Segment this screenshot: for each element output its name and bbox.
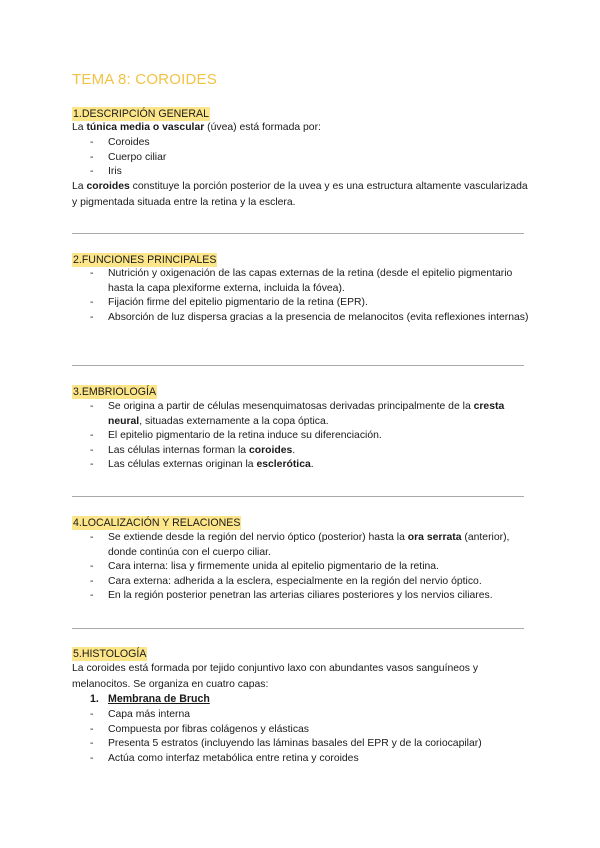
list-item: - Las células internas forman la coroides. [90, 444, 296, 456]
section-divider [72, 233, 524, 234]
section-heading-funciones: 2.FUNCIONES PRINCIPALES [73, 254, 217, 266]
section-heading-histologia: 5.HISTOLOGÍA [73, 648, 147, 660]
section-1-intro: La túnica media o vascular (úvea) está formada por: [72, 122, 321, 133]
list-item: - Cuerpo ciliar [90, 151, 167, 163]
section-5-intro: La coroides está formada por tejido conjuntivo laxo con abundantes vasos sanguíneos y melanocitos. Se organiza en cuatro capas: [72, 663, 479, 690]
section-4-list [72, 531, 532, 604]
list-item: - Actúa como interfaz metabólica entre retina y coroides [90, 752, 359, 764]
list-item: - Cara interna: lisa y firmemente unida al epitelio pigmentario de la retina. [90, 561, 439, 572]
list-item: - Compuesta por fibras colágenos y elásticas [90, 723, 309, 735]
section-2-list [72, 267, 532, 325]
list-item: - Nutrición y oxigenación de las capas externas de la retina (desde el epitelio pigmentario hasta la capa plexiforme externa, incluida la fóvea). [90, 268, 513, 294]
section-divider [72, 365, 524, 366]
list-item: - Se origina a partir de células mesenquimatosas derivadas principalmente de la cresta neural, situadas externamente a la copa óptica. [90, 401, 505, 427]
list-item: - Iris [90, 166, 122, 177]
list-item: - Capa más interna [90, 709, 191, 720]
list-item: - Coroides [90, 137, 150, 148]
list-item: - Las células externas originan la esclerótica. [90, 459, 314, 470]
list-item: - Cara externa: adherida a la esclera, especialmente en la región del nervio óptico. [90, 575, 482, 587]
section-divider [72, 496, 524, 497]
section-1-outro: La coroides constituye la porción posterior de la uvea y es una estructura altamente vascularizada y pigmentada situada entre la retina y la esclera. [72, 181, 528, 208]
page-title: TEMA 8: COROIDES [72, 71, 217, 88]
list-item: - En la región posterior penetran las arterias ciliares posteriores y los nervios ciliares. [90, 590, 493, 601]
numbered-item-membrana-bruch: 1. Membrana de Bruch [90, 693, 210, 705]
list-item: - Fijación firme del epitelio pigmentario de la retina (EPR). [90, 297, 368, 308]
list-item: - Presenta 5 estratos (incluyendo las láminas basales del EPR y de la coriocapilar) [90, 738, 482, 749]
section-5-list [72, 708, 532, 766]
section-heading-embriologia: 3.EMBRIOLOGÍA [73, 386, 157, 398]
section-3-list [72, 400, 532, 473]
section-heading-localizacion: 4.LOCALIZACIÓN Y RELACIONES [73, 517, 241, 529]
list-item: - Se extiende desde la región del nervio óptico (posterior) hasta la ora serrata (anterior), donde continúa con el cuerpo ciliar. [90, 532, 510, 558]
list-item: - Absorción de luz dispersa gracias a la presencia de melanocitos (evita reflexiones internas) [90, 311, 529, 323]
section-1-list [72, 136, 532, 180]
list-item: - El epitelio pigmentario de la retina induce su diferenciación. [90, 430, 382, 441]
section-heading-descripcion: 1.DESCRIPCIÓN GENERAL [73, 108, 209, 120]
section-divider [72, 628, 524, 629]
